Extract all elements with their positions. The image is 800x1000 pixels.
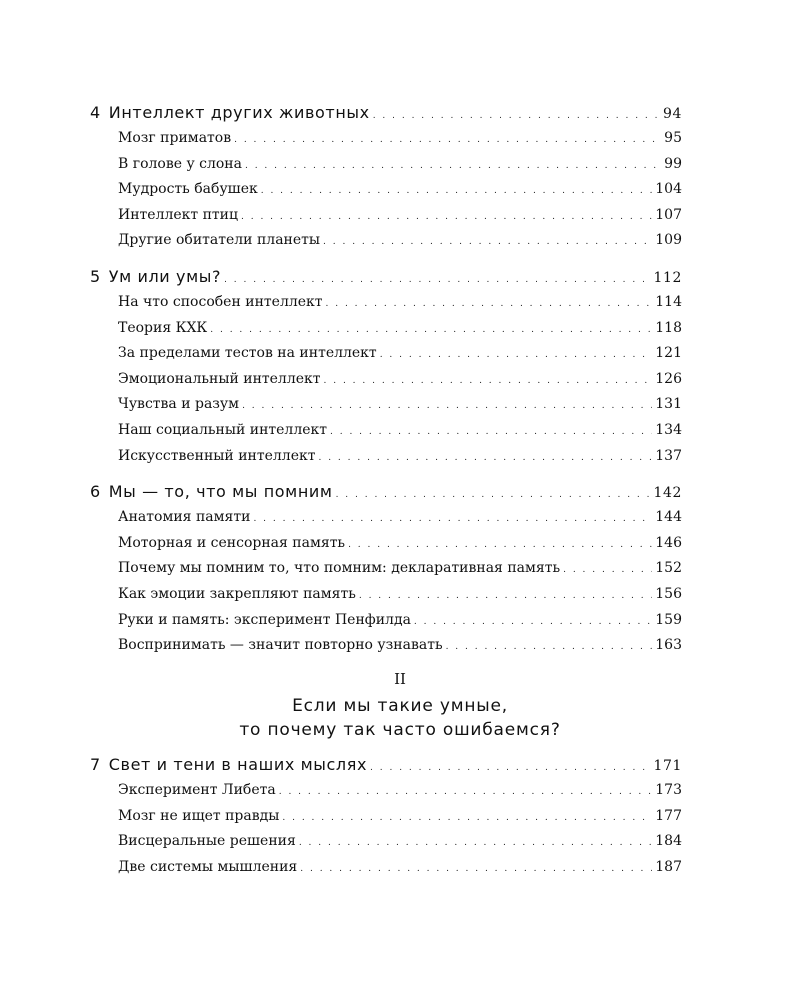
page-number: 187 <box>655 858 682 875</box>
chapter-number: 5 <box>90 266 101 286</box>
page-number: 121 <box>655 345 682 362</box>
chapter-group-6 <box>90 479 682 659</box>
section-title: Интеллект птиц <box>118 206 238 223</box>
section-title: Моторная и сенсорная память <box>118 534 346 551</box>
section-entry[interactable] <box>90 126 682 152</box>
dot-leader <box>380 341 653 369</box>
dot-leader <box>318 444 652 472</box>
section-title: Анатомия памяти <box>118 509 251 526</box>
section-title: Висцеральные решения <box>118 833 296 850</box>
dot-leader <box>336 479 651 508</box>
dot-leader <box>282 804 652 832</box>
dot-leader <box>373 100 657 129</box>
section-entry[interactable] <box>90 804 682 830</box>
chapter-entry[interactable] <box>90 752 682 778</box>
section-title: Чувства и разум <box>118 396 240 413</box>
section-entry[interactable] <box>90 855 682 881</box>
chapter-title: Интеллект других животных <box>108 103 370 122</box>
dot-leader <box>241 203 652 231</box>
dot-leader <box>253 505 652 533</box>
page-number: 142 <box>653 485 682 502</box>
page-number: 144 <box>655 509 682 526</box>
dot-leader <box>279 778 653 806</box>
dot-leader <box>326 290 653 318</box>
section-entry[interactable] <box>90 633 682 659</box>
dot-leader <box>299 829 652 857</box>
toc-top <box>90 100 682 669</box>
page-number: 146 <box>655 534 682 551</box>
part-title-line-1: Если мы такие умные, <box>292 696 508 716</box>
section-entry[interactable] <box>90 341 682 367</box>
section-entry[interactable] <box>90 531 682 557</box>
chapter-entry[interactable] <box>90 264 682 290</box>
chapter-title: Свет и тени в наших мыслях <box>108 755 368 774</box>
section-entry[interactable] <box>90 505 682 531</box>
section-title: Воспринимать — значит повторно узнавать <box>118 637 443 654</box>
chapter-number: 7 <box>90 755 101 774</box>
dot-leader <box>242 392 652 420</box>
page-number: 112 <box>653 269 682 286</box>
section-entry[interactable] <box>90 177 682 203</box>
page-number: 114 <box>655 293 682 310</box>
section-title: Руки и память: эксперимент Пенфилда <box>118 611 411 628</box>
dot-leader <box>323 228 652 256</box>
chapter-group-4 <box>90 100 682 254</box>
section-title: Мозг приматов <box>118 130 232 146</box>
section-entry[interactable] <box>90 316 682 342</box>
page-number: 94 <box>662 106 682 122</box>
section-title: На что способен интеллект <box>118 293 323 310</box>
chapter-group-5 <box>90 264 682 469</box>
page-number: 137 <box>655 447 682 464</box>
page-number: 159 <box>655 611 682 628</box>
chapter-title: Мы — то, что мы помним <box>108 482 333 502</box>
section-entry[interactable] <box>90 444 682 470</box>
section-entry[interactable] <box>90 556 682 582</box>
section-entry[interactable] <box>90 152 682 178</box>
dot-leader <box>224 264 650 293</box>
chapter-entry[interactable] <box>90 479 682 505</box>
section-title: Теория КХК <box>118 319 208 336</box>
dot-leader <box>370 752 650 781</box>
chapter-number: 6 <box>90 482 101 502</box>
page-number: 134 <box>655 421 682 438</box>
section-title: Искусственный интеллект <box>118 447 316 464</box>
section-title: В голове у слона <box>118 155 242 172</box>
page-number: 99 <box>664 155 682 172</box>
page-number: 95 <box>664 130 682 146</box>
section-title: Почему мы помним то, что помним: декларативная память <box>118 560 561 577</box>
dot-leader <box>324 367 653 395</box>
section-title: За пределами тестов на интеллект <box>118 345 377 362</box>
section-title: Мозг не ищет правды <box>118 807 280 824</box>
page-number: 171 <box>653 758 682 774</box>
page-number: 163 <box>655 637 682 654</box>
section-entry[interactable] <box>90 418 682 444</box>
page-number: 118 <box>655 319 682 336</box>
section-entry[interactable] <box>90 290 682 316</box>
chapter-group-7 <box>90 752 682 880</box>
section-title: Другие обитатели планеты <box>118 232 321 249</box>
dot-leader <box>245 152 657 180</box>
page-number: 126 <box>655 370 682 387</box>
chapter-title: Ум или умы? <box>108 266 222 286</box>
dot-leader <box>210 316 652 344</box>
part-heading <box>0 664 800 742</box>
chapter-entry[interactable] <box>90 100 682 126</box>
part-title-line-2: то почему так часто ошибаемся? <box>239 720 561 740</box>
page-number: 131 <box>655 396 682 413</box>
page-number: 184 <box>655 833 682 850</box>
dot-leader <box>261 177 653 205</box>
section-title: Мудрость бабушек <box>118 181 258 198</box>
section-entry[interactable] <box>90 367 682 393</box>
page-number: 107 <box>655 206 682 223</box>
section-entry[interactable] <box>90 608 682 634</box>
dot-leader <box>446 633 653 661</box>
dot-leader <box>359 582 652 610</box>
section-title: Две системы мышления <box>118 858 298 875</box>
section-entry[interactable] <box>90 203 682 229</box>
dot-leader <box>300 855 652 883</box>
section-title: Наш социальный интеллект <box>118 421 328 438</box>
toc-bottom <box>90 752 682 890</box>
part-number: II <box>394 670 406 688</box>
dot-leader <box>563 556 652 584</box>
section-title: Как эмоции закрепляют память <box>118 585 356 602</box>
page-number: 104 <box>655 181 682 198</box>
dot-leader <box>414 608 652 636</box>
page-number: 152 <box>655 560 682 577</box>
section-entry[interactable] <box>90 778 682 804</box>
dot-leader <box>330 418 652 446</box>
page-number: 109 <box>655 232 682 249</box>
dot-leader <box>348 531 652 559</box>
section-entry[interactable] <box>90 228 682 254</box>
page-number: 173 <box>655 782 682 798</box>
page-number: 156 <box>655 585 682 602</box>
chapter-number: 4 <box>90 103 101 122</box>
section-title: Эксперимент Либета <box>118 782 276 798</box>
page-number: 177 <box>655 807 682 824</box>
dot-leader <box>234 126 657 154</box>
section-title: Эмоциональный интеллект <box>118 370 321 387</box>
section-entry[interactable] <box>90 582 682 608</box>
section-entry[interactable] <box>90 392 682 418</box>
section-entry[interactable] <box>90 829 682 855</box>
